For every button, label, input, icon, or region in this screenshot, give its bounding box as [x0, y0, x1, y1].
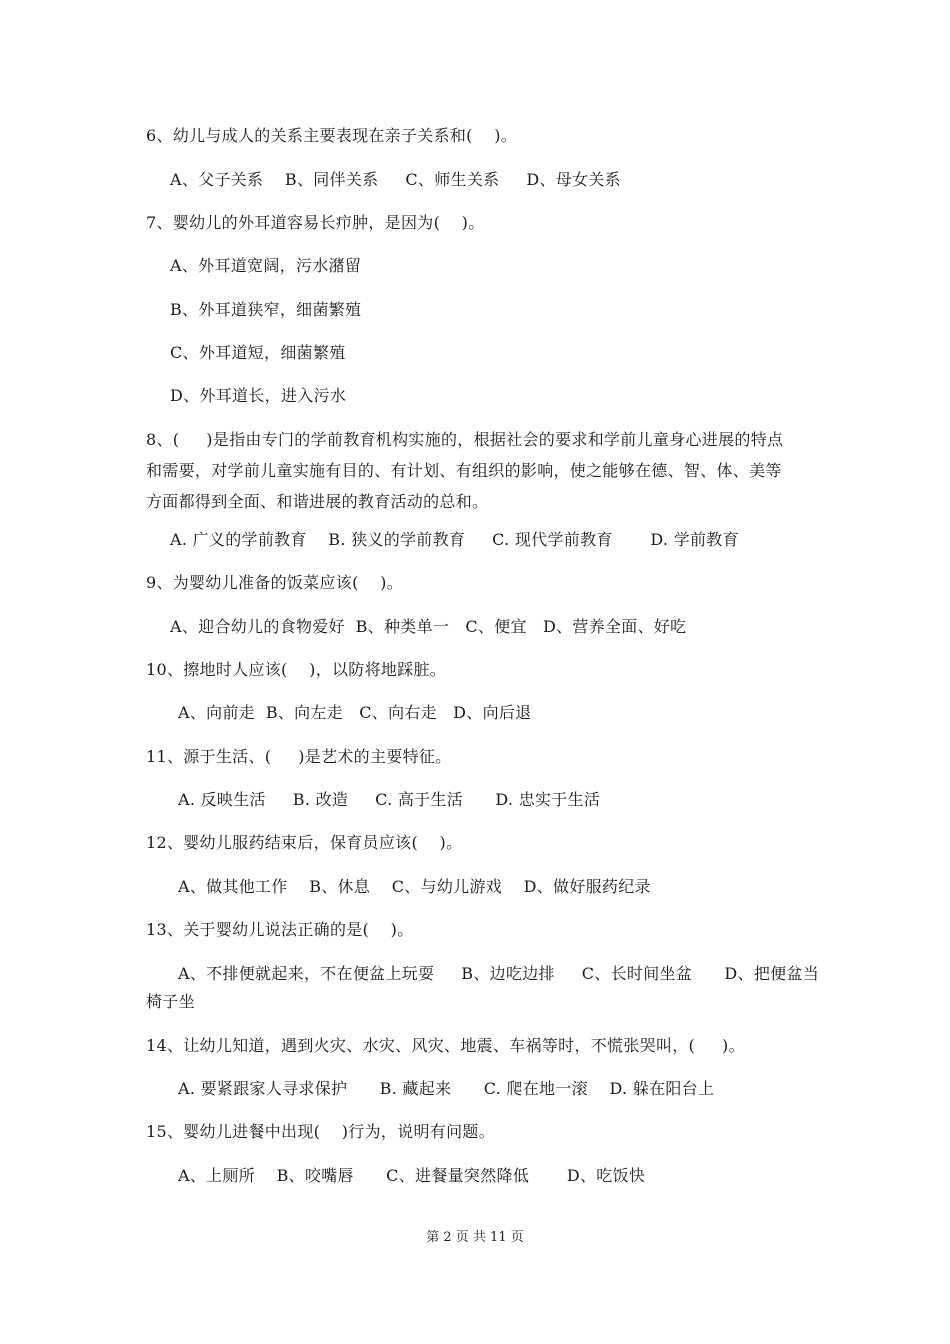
- question-13-options-line-1: A、不排便就起来，不在便盆上玩耍 B、边吃边排 C、长时间坐盆 D、把便盆当: [178, 964, 820, 983]
- question-10: 10、擦地时人应该( )，以防将地踩脏。: [146, 660, 447, 679]
- page-footer: 第 2 页 共 11 页: [426, 1230, 524, 1245]
- question-8-line-2: 和需要，对学前儿童实施有目的、有计划、有组织的影响，使之能够在德、智、体、美等: [146, 461, 782, 480]
- question-13: 13、关于婴幼儿说法正确的是( )。: [146, 920, 414, 939]
- question-8: [146, 424, 814, 517]
- question-9: 9、为婴幼儿准备的饭菜应该( )。: [146, 573, 404, 592]
- question-6: 6、幼儿与成人的关系主要表现在亲子关系和( )。: [146, 126, 518, 145]
- question-8-line-1: 8、( )是指由专门的学前教育机构实施的，根据社会的要求和学前儿童身心进展的特点: [146, 430, 784, 449]
- question-11-options: A. 反映生活 B. 改造 C. 高于生活 D. 忠实于生活: [178, 790, 601, 809]
- question-7-option-c: C、外耳道短，细菌繁殖: [170, 343, 346, 362]
- question-15: 15、婴幼儿进餐中出现( )行为，说明有问题。: [146, 1122, 495, 1141]
- question-7: 7、婴幼儿的外耳道容易长疖肿，是因为( )。: [146, 213, 485, 232]
- question-14: 14、让幼儿知道，遇到火灾、水灾、风灾、地震、车祸等时，不慌张哭叫，( )。: [146, 1036, 745, 1055]
- question-7-option-a: A、外耳道宽阔，污水潴留: [170, 256, 362, 275]
- question-13-options-line-2: 椅子坐: [146, 992, 195, 1011]
- question-12-options: A、做其他工作 B、休息 C、与幼儿游戏 D、做好服药纪录: [178, 877, 651, 896]
- question-8-options: A. 广义的学前教育 B. 狭义的学前教育 C. 现代学前教育 D. 学前教育: [170, 530, 739, 549]
- question-8-line-3: 方面都得到全面、和谐进展的教育活动的总和。: [146, 492, 489, 511]
- question-6-options: A、父子关系 B、同伴关系 C、师生关系 D、母女关系: [170, 170, 621, 189]
- question-7-option-d: D、外耳道长，进入污水: [170, 386, 347, 405]
- question-14-options: A. 要紧跟家人寻求保护 B. 藏起来 C. 爬在地一滚 D. 躲在阳台上: [178, 1079, 715, 1098]
- question-9-options: A、迎合幼儿的食物爱好 B、种类单一 C、便宜 D、营养全面、好吃: [170, 617, 687, 636]
- question-7-option-b: B、外耳道狭窄，细菌繁殖: [170, 300, 362, 319]
- question-11: 11、源于生活、( )是艺术的主要特征。: [146, 747, 452, 766]
- question-12: 12、婴幼儿服药结束后，保育员应该( )。: [146, 833, 463, 852]
- question-15-options: A、上厕所 B、咬嘴唇 C、进餐量突然降低 D、吃饭快: [178, 1166, 646, 1185]
- question-10-options: A、向前走 B、向左走 C、向右走 D、向后退: [178, 703, 532, 722]
